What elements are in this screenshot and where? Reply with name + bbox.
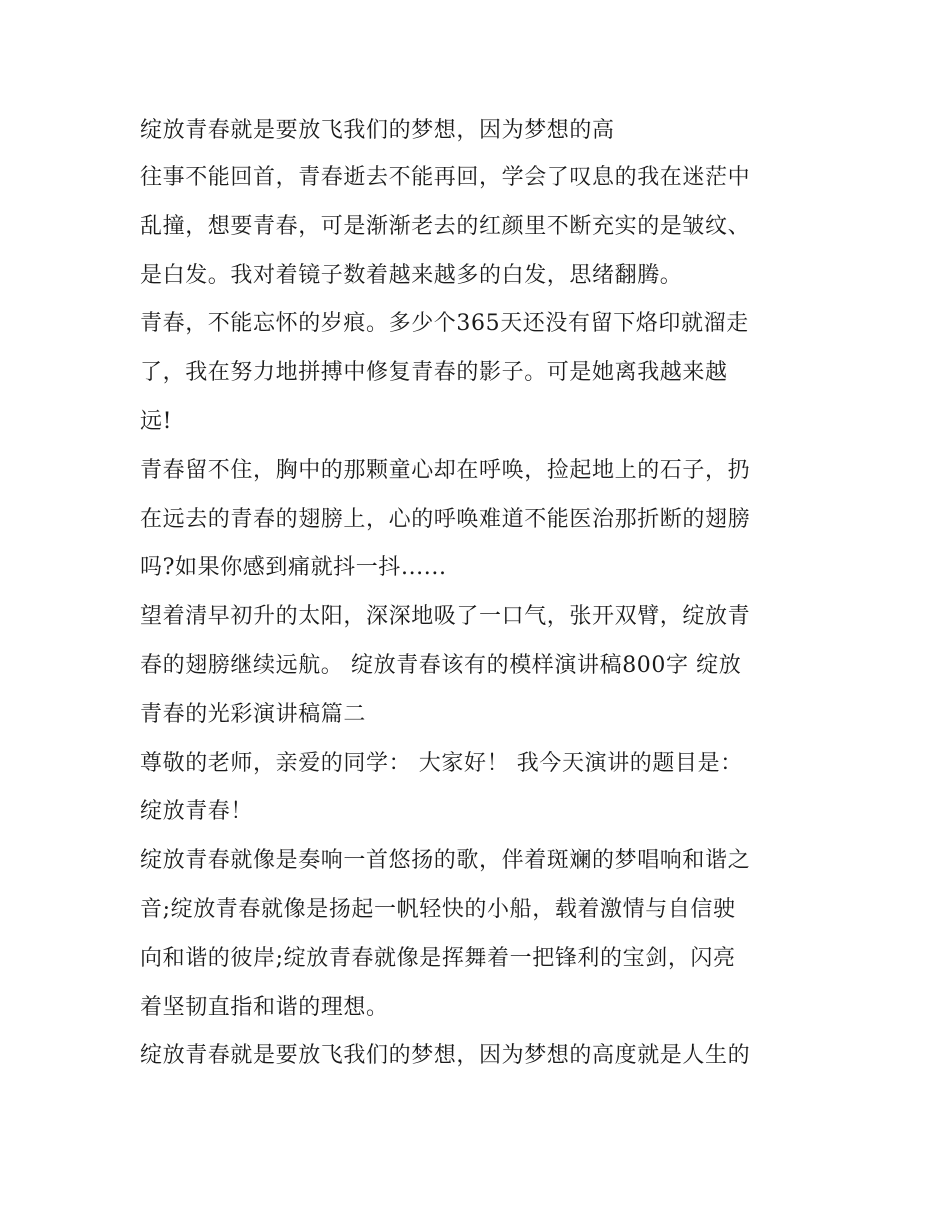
text-line: 尊敬的老师，亲爱的同学： 大家好！ 我今天演讲的题目是： bbox=[140, 750, 743, 776]
text-line: 青春，不能忘怀的岁痕。多少个365天还没有留下烙印就溜走 bbox=[140, 311, 749, 337]
text-line: 绽放青春就像是奏响一首悠扬的歌，伴着斑斓的梦唱响和谐之 bbox=[140, 848, 751, 874]
text-line: 绽放青春就是要放飞我们的梦想，因为梦想的高度就是人生的 bbox=[140, 1043, 751, 1069]
text-line: 绽放青春！ bbox=[140, 799, 254, 825]
text-line: 远! bbox=[140, 408, 173, 434]
text-line: 在远去的青春的翅膀上，心的呼唤难道不能医治那折断的翅膀 bbox=[140, 506, 751, 532]
text-line: 青春的光彩演讲稿篇二 bbox=[140, 701, 367, 727]
text-line: 绽放青春就是要放飞我们的梦想，因为梦想的高 bbox=[140, 118, 615, 143]
text-line: 乱撞，想要青春，可是渐渐老去的红颜里不断充实的是皱纹、 bbox=[140, 213, 751, 239]
text-line: 向和谐的彼岸;绽放青春就像是挥舞着一把锋利的宝剑，闪亮 bbox=[140, 945, 736, 971]
text-line: 青春留不住，胸中的那颗童心却在呼唤，捡起地上的石子，扔 bbox=[140, 457, 751, 483]
text-line: 是白发。我对着镜子数着越来越多的白发，思绪翻腾。 bbox=[140, 262, 683, 288]
text-line: 望着清早初升的太阳，深深地吸了一口气，张开双臂，绽放青 bbox=[140, 604, 751, 630]
text-line: 吗?如果你感到痛就抖一抖...... bbox=[140, 555, 447, 581]
document-body bbox=[140, 108, 830, 1081]
text-line: 音;绽放青春就像是扬起一帆轻快的小船，载着激情与自信驶 bbox=[140, 896, 736, 922]
text-line: 春的翅膀继续远航。 绽放青春该有的模样演讲稿800字 绽放 bbox=[140, 652, 742, 678]
text-line: 往事不能回首，青春逝去不能再回，学会了叹息的我在迷茫中 bbox=[140, 165, 751, 190]
text-line: 了，我在努力地拼搏中修复青春的影子。可是她离我越来越 bbox=[140, 360, 728, 386]
text-line: 着坚韧直指和谐的理想。 bbox=[140, 994, 389, 1020]
